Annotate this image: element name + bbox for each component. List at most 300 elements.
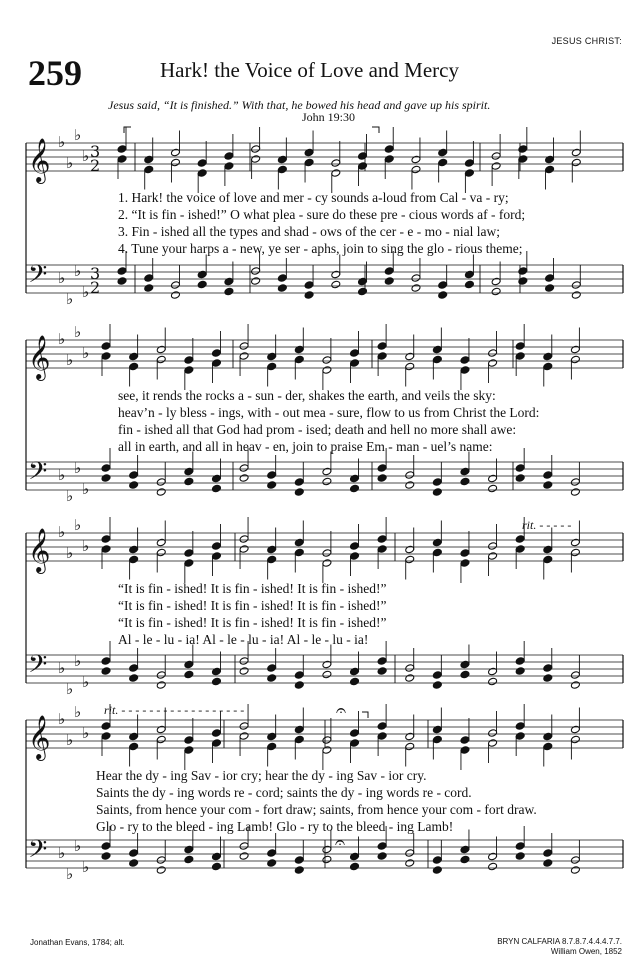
notehead bbox=[294, 671, 304, 680]
notehead bbox=[488, 667, 498, 676]
notehead bbox=[184, 477, 194, 486]
notehead bbox=[129, 849, 139, 858]
lyric-line: fin - ished all that God had prom - ised; death and hell no more shall awe: bbox=[118, 422, 517, 437]
ritardando-mark: rit. - - - - - - - - - - - - - - - - - - bbox=[104, 703, 245, 717]
notehead bbox=[570, 725, 580, 734]
notehead bbox=[294, 548, 304, 557]
notehead bbox=[267, 732, 277, 741]
flat-icon: ♭ bbox=[82, 537, 90, 555]
flat-icon: ♭ bbox=[74, 323, 82, 341]
notehead bbox=[515, 842, 525, 851]
notehead bbox=[156, 488, 166, 497]
notehead bbox=[129, 362, 139, 371]
notehead bbox=[570, 548, 580, 557]
notehead bbox=[543, 849, 553, 858]
notehead bbox=[488, 852, 498, 861]
notehead bbox=[377, 667, 387, 676]
notehead bbox=[405, 732, 415, 741]
notehead bbox=[294, 735, 304, 744]
notehead bbox=[156, 735, 166, 744]
notehead bbox=[488, 349, 498, 358]
notehead bbox=[170, 291, 180, 300]
flat-icon: ♭ bbox=[82, 858, 90, 876]
notehead bbox=[267, 555, 277, 564]
flat-icon: ♭ bbox=[82, 480, 90, 498]
notehead bbox=[117, 155, 127, 164]
notehead bbox=[432, 671, 442, 680]
notehead bbox=[117, 277, 127, 286]
flat-icon: ♭ bbox=[82, 283, 90, 301]
notehead bbox=[488, 552, 498, 561]
notehead bbox=[304, 148, 314, 157]
notehead bbox=[129, 674, 139, 683]
notehead bbox=[101, 342, 111, 351]
notehead bbox=[491, 287, 501, 296]
flat-icon: ♭ bbox=[74, 126, 82, 144]
notehead bbox=[322, 467, 332, 476]
notehead bbox=[239, 722, 249, 731]
notehead bbox=[322, 559, 332, 568]
notehead bbox=[101, 352, 111, 361]
notehead bbox=[358, 287, 368, 296]
notehead bbox=[377, 342, 387, 351]
flat-icon: ♭ bbox=[74, 262, 82, 280]
notehead bbox=[224, 162, 234, 171]
notehead bbox=[488, 677, 498, 686]
treble-clef-icon: 𝄞 bbox=[28, 715, 51, 759]
notehead bbox=[570, 488, 580, 497]
notehead bbox=[156, 478, 166, 487]
notehead bbox=[277, 155, 287, 164]
notehead bbox=[571, 158, 581, 167]
notehead bbox=[377, 474, 387, 483]
notehead bbox=[405, 674, 415, 683]
notehead bbox=[460, 845, 470, 854]
notehead bbox=[405, 481, 415, 490]
notehead bbox=[377, 535, 387, 544]
notehead bbox=[184, 559, 194, 568]
notehead bbox=[197, 270, 207, 279]
notehead bbox=[304, 158, 314, 167]
notehead bbox=[543, 471, 553, 480]
notehead bbox=[405, 545, 415, 554]
notehead bbox=[350, 542, 360, 551]
notehead bbox=[294, 866, 304, 875]
flat-icon: ♭ bbox=[58, 466, 66, 484]
notehead bbox=[211, 862, 221, 871]
notehead bbox=[224, 152, 234, 161]
notehead bbox=[405, 859, 415, 868]
notehead bbox=[438, 148, 448, 157]
notehead bbox=[405, 664, 415, 673]
notehead bbox=[405, 742, 415, 751]
notehead bbox=[267, 742, 277, 751]
notehead bbox=[405, 849, 415, 858]
flat-icon: ♭ bbox=[82, 673, 90, 691]
notehead bbox=[101, 722, 111, 731]
notehead bbox=[570, 671, 580, 680]
notehead bbox=[432, 681, 442, 690]
flat-icon: ♭ bbox=[58, 330, 66, 348]
notehead bbox=[322, 549, 332, 558]
notehead bbox=[545, 274, 555, 283]
notehead bbox=[460, 549, 470, 558]
notehead bbox=[184, 845, 194, 854]
notehead bbox=[224, 277, 234, 286]
notehead bbox=[239, 474, 249, 483]
notehead bbox=[211, 484, 221, 493]
notehead bbox=[432, 725, 442, 734]
notehead bbox=[156, 671, 166, 680]
notehead bbox=[515, 852, 525, 861]
flat-icon: ♭ bbox=[82, 147, 90, 165]
notehead bbox=[571, 148, 581, 157]
tune-name: BRYN CALFARIA 8.7.8.7.4.4.4.7.7. bbox=[497, 937, 622, 946]
notehead bbox=[184, 670, 194, 679]
phrase-mark bbox=[372, 127, 379, 133]
notehead bbox=[350, 349, 360, 358]
notehead bbox=[129, 545, 139, 554]
notehead bbox=[405, 352, 415, 361]
time-signature: 3 bbox=[90, 142, 101, 161]
time-signature: 3 bbox=[90, 264, 101, 283]
flat-icon: ♭ bbox=[82, 724, 90, 742]
notehead bbox=[331, 280, 341, 289]
notehead bbox=[239, 535, 249, 544]
notehead bbox=[239, 657, 249, 666]
notehead bbox=[251, 277, 261, 286]
notehead bbox=[350, 667, 360, 676]
lyric-line: 2. “It is fin - ished!” O what plea - sure do these pre - cious words af - ford; bbox=[118, 207, 526, 222]
notehead bbox=[267, 471, 277, 480]
notehead bbox=[350, 474, 360, 483]
notehead bbox=[211, 677, 221, 686]
phrase-mark bbox=[362, 712, 368, 718]
flat-icon: ♭ bbox=[66, 351, 74, 369]
lyric-line: 4. Tune your harps a - new, ye ser - aphs, join to sing the glo - rious theme; bbox=[118, 241, 523, 256]
notehead bbox=[545, 155, 555, 164]
notehead bbox=[515, 732, 525, 741]
notehead bbox=[432, 538, 442, 547]
notehead bbox=[384, 155, 394, 164]
notehead bbox=[156, 345, 166, 354]
lyric-line: “It is fin - ished! It is fin - ished! It is fin - ished!” bbox=[118, 615, 387, 630]
notehead bbox=[294, 355, 304, 364]
notehead bbox=[432, 478, 442, 487]
footer-author: Jonathan Evans, 1784; alt. bbox=[30, 938, 125, 947]
notehead bbox=[239, 732, 249, 741]
notehead bbox=[184, 855, 194, 864]
composer: William Owen, 1852 bbox=[550, 947, 622, 956]
notehead bbox=[197, 159, 207, 168]
notehead bbox=[488, 359, 498, 368]
notehead bbox=[184, 467, 194, 476]
notehead bbox=[184, 356, 194, 365]
notehead bbox=[239, 464, 249, 473]
notehead bbox=[101, 474, 111, 483]
notehead bbox=[156, 548, 166, 557]
notehead bbox=[464, 159, 474, 168]
notehead bbox=[460, 746, 470, 755]
notehead bbox=[515, 722, 525, 731]
notehead bbox=[464, 280, 474, 289]
notehead bbox=[170, 158, 180, 167]
notehead bbox=[491, 152, 501, 161]
lyric-line: “It is fin - ished! It is fin - ished! It is fin - ished!” bbox=[118, 581, 387, 596]
notehead bbox=[239, 852, 249, 861]
notehead bbox=[570, 735, 580, 744]
notehead bbox=[491, 162, 501, 171]
notehead bbox=[384, 277, 394, 286]
fermata-icon: 𝄐 bbox=[336, 700, 347, 721]
notehead bbox=[101, 545, 111, 554]
flat-icon: ♭ bbox=[66, 154, 74, 172]
lyric-line: see, it rends the rocks a - sun - der, shakes the earth, and veils the sky: bbox=[118, 388, 496, 403]
notehead bbox=[518, 145, 528, 154]
notehead bbox=[432, 866, 442, 875]
notehead bbox=[515, 342, 525, 351]
notehead bbox=[460, 366, 470, 375]
treble-clef-icon: 𝄞 bbox=[28, 528, 51, 572]
notehead bbox=[377, 545, 387, 554]
notehead bbox=[515, 545, 525, 554]
notehead bbox=[239, 342, 249, 351]
notehead bbox=[239, 545, 249, 554]
notehead bbox=[488, 739, 498, 748]
notehead bbox=[129, 732, 139, 741]
bass-clef-icon: 𝄢 bbox=[28, 835, 48, 870]
notehead bbox=[515, 535, 525, 544]
notehead bbox=[184, 549, 194, 558]
notehead bbox=[129, 664, 139, 673]
bass-clef-icon: 𝄢 bbox=[28, 650, 48, 685]
flat-icon: ♭ bbox=[74, 516, 82, 534]
notehead bbox=[350, 852, 360, 861]
flat-icon: ♭ bbox=[66, 731, 74, 749]
notehead bbox=[144, 284, 154, 293]
notehead bbox=[294, 725, 304, 734]
notehead bbox=[488, 542, 498, 551]
phrase-mark bbox=[124, 127, 131, 133]
notehead bbox=[294, 478, 304, 487]
notehead bbox=[377, 464, 387, 473]
notehead bbox=[251, 145, 261, 154]
notehead bbox=[267, 352, 277, 361]
notehead bbox=[488, 862, 498, 871]
notehead bbox=[488, 729, 498, 738]
bass-clef-icon: 𝄢 bbox=[28, 457, 48, 492]
notehead bbox=[518, 277, 528, 286]
notehead bbox=[438, 281, 448, 290]
notehead bbox=[570, 856, 580, 865]
notehead bbox=[571, 281, 581, 290]
notehead bbox=[460, 660, 470, 669]
flat-icon: ♭ bbox=[66, 680, 74, 698]
notehead bbox=[267, 362, 277, 371]
notehead bbox=[156, 856, 166, 865]
notehead bbox=[211, 542, 221, 551]
flat-icon: ♭ bbox=[82, 344, 90, 362]
notehead bbox=[438, 158, 448, 167]
notehead bbox=[211, 552, 221, 561]
notehead bbox=[358, 162, 368, 171]
notehead bbox=[350, 729, 360, 738]
notehead bbox=[211, 852, 221, 861]
notehead bbox=[377, 852, 387, 861]
epigraph: Jesus said, “It is finished.” With that, he bowed his head and gave up his spirit. bbox=[108, 98, 491, 112]
notehead bbox=[101, 842, 111, 851]
time-signature: 2 bbox=[90, 156, 101, 175]
notehead bbox=[331, 169, 341, 178]
flat-icon: ♭ bbox=[74, 703, 82, 721]
notehead bbox=[545, 284, 555, 293]
notehead bbox=[545, 165, 555, 174]
notehead bbox=[460, 670, 470, 679]
notehead bbox=[460, 477, 470, 486]
notehead bbox=[358, 152, 368, 161]
lyric-line: Hear the dy - ing Sav - ior cry; hear the dy - ing Sav - ior cry. bbox=[96, 768, 427, 783]
notehead bbox=[211, 729, 221, 738]
lyric-line: all in earth, and all in heav - en, join to praise Em - man - uel’s name: bbox=[118, 439, 493, 454]
notehead bbox=[322, 855, 332, 864]
flat-icon: ♭ bbox=[66, 544, 74, 562]
flat-icon: ♭ bbox=[58, 710, 66, 728]
notehead bbox=[101, 852, 111, 861]
notehead bbox=[432, 488, 442, 497]
flat-icon: ♭ bbox=[66, 487, 74, 505]
notehead bbox=[117, 267, 127, 276]
notehead bbox=[438, 291, 448, 300]
notehead bbox=[101, 732, 111, 741]
notehead bbox=[156, 725, 166, 734]
notehead bbox=[518, 155, 528, 164]
notehead bbox=[184, 366, 194, 375]
notehead bbox=[277, 284, 287, 293]
notehead bbox=[350, 552, 360, 561]
notehead bbox=[543, 545, 553, 554]
notehead bbox=[377, 657, 387, 666]
notehead bbox=[129, 471, 139, 480]
lyric-line: “It is fin - ished! It is fin - ished! It is fin - ished!” bbox=[118, 598, 387, 613]
flat-icon: ♭ bbox=[74, 652, 82, 670]
notehead bbox=[570, 538, 580, 547]
flat-icon: ♭ bbox=[58, 844, 66, 862]
notehead bbox=[101, 464, 111, 473]
notehead bbox=[267, 859, 277, 868]
notehead bbox=[464, 270, 474, 279]
lyric-line: 1. Hark! the voice of love and mer - cy sounds a-loud from Cal - va - ry; bbox=[118, 190, 509, 205]
epigraph-reference: John 19:30 bbox=[302, 110, 356, 124]
notehead bbox=[144, 165, 154, 174]
notehead bbox=[156, 538, 166, 547]
notehead bbox=[491, 277, 501, 286]
fermata-icon: 𝄐 bbox=[335, 832, 346, 853]
notehead bbox=[322, 670, 332, 679]
notehead bbox=[322, 845, 332, 854]
notehead bbox=[570, 478, 580, 487]
notehead bbox=[294, 345, 304, 354]
notehead bbox=[543, 555, 553, 564]
notehead bbox=[184, 660, 194, 669]
notehead bbox=[515, 474, 525, 483]
ritardando-mark: rit. - - - - - bbox=[522, 518, 572, 532]
footer-tune-info bbox=[497, 937, 622, 957]
notehead bbox=[432, 735, 442, 744]
notehead bbox=[358, 277, 368, 286]
notehead bbox=[211, 667, 221, 676]
notehead bbox=[144, 155, 154, 164]
notehead bbox=[170, 148, 180, 157]
notehead bbox=[251, 155, 261, 164]
notehead bbox=[460, 356, 470, 365]
notehead bbox=[460, 855, 470, 864]
notehead bbox=[518, 267, 528, 276]
notehead bbox=[515, 657, 525, 666]
notehead bbox=[377, 722, 387, 731]
notehead bbox=[129, 859, 139, 868]
notehead bbox=[322, 736, 332, 745]
notehead bbox=[570, 681, 580, 690]
notehead bbox=[170, 281, 180, 290]
notehead bbox=[405, 555, 415, 564]
notehead bbox=[117, 145, 127, 154]
notehead bbox=[405, 362, 415, 371]
notehead bbox=[101, 535, 111, 544]
flat-icon: ♭ bbox=[58, 269, 66, 287]
notehead bbox=[322, 746, 332, 755]
notehead bbox=[411, 274, 421, 283]
notehead bbox=[543, 742, 553, 751]
notehead bbox=[156, 866, 166, 875]
notehead bbox=[488, 474, 498, 483]
notehead bbox=[294, 538, 304, 547]
notehead bbox=[129, 352, 139, 361]
notehead bbox=[350, 359, 360, 368]
notehead bbox=[460, 467, 470, 476]
notehead bbox=[384, 145, 394, 154]
notehead bbox=[267, 481, 277, 490]
lyric-line: Saints, from hence your com - fort draw; saints, from hence your com - fort draw. bbox=[96, 802, 537, 817]
notehead bbox=[184, 746, 194, 755]
notehead bbox=[294, 856, 304, 865]
notehead bbox=[267, 545, 277, 554]
notehead bbox=[350, 739, 360, 748]
notehead bbox=[488, 484, 498, 493]
notehead bbox=[211, 739, 221, 748]
notehead bbox=[405, 471, 415, 480]
notehead bbox=[304, 281, 314, 290]
notehead bbox=[331, 270, 341, 279]
lyric-line: Al - le - lu - ia! Al - le - lu - ia! Al - le - lu - ia! bbox=[118, 632, 369, 647]
notehead bbox=[515, 352, 525, 361]
notehead bbox=[377, 352, 387, 361]
notehead bbox=[460, 559, 470, 568]
notehead bbox=[101, 667, 111, 676]
notehead bbox=[432, 345, 442, 354]
bass-clef-icon: 𝄢 bbox=[28, 260, 48, 295]
hymn-title: Hark! the Voice of Love and Mercy bbox=[160, 58, 459, 82]
notehead bbox=[224, 287, 234, 296]
treble-clef-icon: 𝄞 bbox=[28, 335, 51, 379]
notehead bbox=[384, 267, 394, 276]
notehead bbox=[432, 856, 442, 865]
notehead bbox=[101, 657, 111, 666]
notehead bbox=[350, 862, 360, 871]
hymn-number: 259 bbox=[28, 53, 82, 93]
flat-icon: ♭ bbox=[58, 133, 66, 151]
notehead bbox=[543, 674, 553, 683]
notehead bbox=[156, 681, 166, 690]
